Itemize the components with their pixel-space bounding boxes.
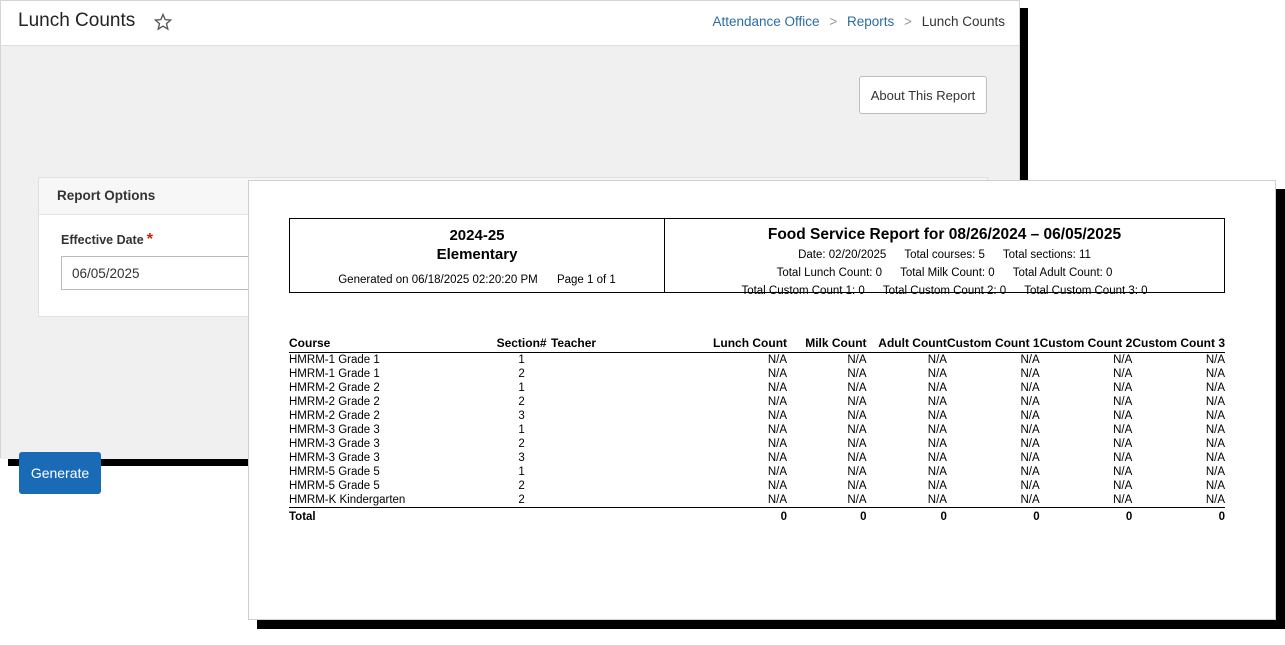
report-total-custom-3: Total Custom Count 3: 0 [1024, 285, 1148, 297]
cell-course: HMRM-3 Grade 3 [289, 452, 380, 464]
page-title: Lunch Counts [18, 10, 136, 31]
required-marker: * [146, 231, 153, 248]
cell-adult-count: N/A [927, 480, 947, 492]
report-header-left [289, 218, 665, 293]
cell-custom-count-1: N/A [1020, 354, 1040, 366]
cell-course: HMRM-5 Grade 5 [289, 466, 380, 478]
cell-course: HMRM-3 Grade 3 [289, 438, 380, 450]
cell-lunch-count: N/A [767, 382, 788, 394]
table-row [289, 367, 1225, 381]
cell-section: 1 [518, 382, 525, 394]
cell-custom-count-2: N/A [1113, 494, 1133, 506]
cell-milk-count: N/A [847, 494, 867, 506]
column-header-teacher: Teacher [551, 336, 706, 353]
table-row [289, 353, 1225, 368]
cell-custom-count-1: N/A [1020, 382, 1040, 394]
column-header-section: Section# [492, 336, 551, 353]
cell-course: HMRM-2 Grade 2 [289, 396, 380, 408]
cell-milk-count: N/A [847, 354, 867, 366]
cell-custom-count-2: N/A [1113, 396, 1133, 408]
table-row [289, 479, 1225, 493]
cell-section: 2 [518, 494, 525, 506]
report-total-sections: Total sections: 11 [1002, 249, 1091, 261]
report-total-custom-2: Total Custom Count 2: 0 [882, 285, 1007, 297]
cell-section: 2 [518, 368, 525, 380]
breadcrumb-separator: > [904, 14, 912, 29]
cell-custom-count-1: N/A [1020, 368, 1040, 380]
cell-total-label: Total [289, 508, 492, 525]
cell-milk-count: N/A [847, 396, 867, 408]
cell-custom-count-2: N/A [1113, 354, 1133, 366]
cell-teacher [551, 395, 706, 409]
cell-custom-count-1: N/A [1020, 466, 1040, 478]
cell-lunch-count: N/A [767, 438, 788, 450]
cell-teacher [551, 465, 706, 479]
cell-custom-count-2: N/A [1113, 368, 1133, 380]
table-body [289, 353, 1225, 525]
cell-total-lunch-count: 0 [706, 508, 787, 525]
column-header-milk-count: Milk Count [787, 336, 867, 353]
cell-lunch-count: N/A [767, 396, 788, 408]
cell-adult-count: N/A [927, 466, 947, 478]
cell-adult-count: N/A [927, 410, 947, 422]
cell-teacher [551, 381, 706, 395]
window-header [1, 1, 1019, 46]
cell-milk-count: N/A [847, 480, 867, 492]
table-header-row [289, 336, 1225, 353]
cell-custom-count-2: N/A [1113, 466, 1133, 478]
cell-section: 3 [518, 410, 525, 422]
cell-custom-count-1: N/A [1020, 396, 1040, 408]
cell-course: HMRM-2 Grade 2 [289, 382, 380, 394]
table-row [289, 437, 1225, 451]
cell-section: 2 [518, 480, 525, 492]
report-total-courses: Total courses: 5 [904, 249, 985, 261]
cell-custom-count-3: N/A [1205, 452, 1225, 464]
cell-teacher [551, 353, 706, 368]
cell-custom-count-1: N/A [1020, 480, 1040, 492]
report-header-right [665, 218, 1225, 297]
effective-date-field[interactable] [61, 256, 276, 290]
table-row [289, 395, 1225, 409]
report-generated-timestamp: Generated on 06/18/2025 02:20:20 PM [338, 274, 538, 286]
column-header-adult-count: Adult Count [867, 336, 947, 353]
table-row [289, 409, 1225, 423]
cell-custom-count-1: N/A [1020, 424, 1040, 436]
report-page-number: Page 1 of 1 [556, 274, 616, 286]
cell-adult-count: N/A [927, 494, 947, 506]
cell-section: 1 [518, 424, 525, 436]
favorite-star-icon[interactable] [153, 12, 173, 32]
table-row [289, 381, 1225, 395]
cell-lunch-count: N/A [767, 480, 788, 492]
column-header-custom-count-1: Custom Count 1 [947, 336, 1040, 353]
table-row [289, 451, 1225, 465]
report-date: Date: 02/20/2025 [798, 249, 887, 261]
cell-teacher [551, 409, 706, 423]
cell-course: HMRM-1 Grade 1 [289, 368, 380, 380]
effective-date-label: Effective Date [61, 233, 144, 247]
cell-section: 1 [518, 354, 525, 366]
cell-course: HMRM-1 Grade 1 [289, 354, 380, 366]
cell-lunch-count: N/A [767, 466, 788, 478]
report-school-name: Elementary [436, 246, 518, 263]
cell-teacher [551, 437, 706, 451]
breadcrumb-item-reports[interactable]: Reports [846, 14, 895, 29]
cell-milk-count: N/A [847, 368, 867, 380]
cell-custom-count-3: N/A [1205, 368, 1225, 380]
cell-custom-count-3: N/A [1205, 424, 1225, 436]
cell-custom-count-2: N/A [1113, 424, 1133, 436]
cell-total-adult-count: 0 [867, 508, 947, 525]
cell-teacher [551, 479, 706, 493]
cell-custom-count-3: N/A [1205, 382, 1225, 394]
cell-lunch-count: N/A [767, 354, 788, 366]
table-row [289, 465, 1225, 479]
report-total-lunch-count: Total Lunch Count: 0 [776, 267, 883, 279]
column-header-custom-count-2: Custom Count 2 [1040, 336, 1133, 353]
report-preview-window [248, 180, 1276, 620]
cell-custom-count-3: N/A [1205, 438, 1225, 450]
cell-course: HMRM-K Kindergarten [289, 494, 406, 506]
effective-date-input[interactable] [62, 257, 242, 289]
cell-custom-count-3: N/A [1205, 480, 1225, 492]
cell-adult-count: N/A [927, 382, 947, 394]
column-header-course: Course [289, 336, 492, 353]
cell-section: 3 [518, 452, 525, 464]
cell-custom-count-1: N/A [1020, 452, 1040, 464]
cell-lunch-count: N/A [767, 410, 788, 422]
breadcrumb-item-attendance-office[interactable]: Attendance Office [712, 14, 820, 29]
report-summary-line-3 [665, 284, 1224, 298]
cell-total-custom-count-1: 0 [947, 508, 1040, 525]
cell-teacher [551, 493, 706, 508]
report-header [289, 218, 1225, 297]
cell-section: 2 [518, 396, 525, 408]
column-header-custom-count-3: Custom Count 3 [1132, 336, 1225, 353]
cell-custom-count-3: N/A [1205, 396, 1225, 408]
cell-section: 2 [518, 438, 525, 450]
cell-total-milk-count: 0 [787, 508, 867, 525]
cell-total-custom-count-3: 0 [1132, 508, 1225, 525]
cell-lunch-count: N/A [767, 368, 788, 380]
cell-custom-count-1: N/A [1020, 410, 1040, 422]
report-summary-line-2 [665, 266, 1224, 280]
cell-milk-count: N/A [847, 382, 867, 394]
cell-adult-count: N/A [927, 424, 947, 436]
cell-adult-count: N/A [927, 396, 947, 408]
cell-teacher [551, 423, 706, 437]
cell-adult-count: N/A [927, 368, 947, 380]
cell-adult-count: N/A [927, 354, 947, 366]
table-header [289, 336, 1225, 353]
cell-custom-count-3: N/A [1205, 494, 1225, 506]
report-total-milk-count: Total Milk Count: 0 [900, 267, 995, 279]
cell-custom-count-3: N/A [1205, 410, 1225, 422]
cell-lunch-count: N/A [767, 424, 788, 436]
cell-course: HMRM-3 Grade 3 [289, 424, 380, 436]
report-title: Food Service Report for 08/26/2024 – 06/05/2025 [767, 226, 1122, 243]
cell-custom-count-2: N/A [1113, 410, 1133, 422]
cell-custom-count-2: N/A [1113, 438, 1133, 450]
cell-custom-count-2: N/A [1113, 452, 1133, 464]
cell-custom-count-2: N/A [1113, 480, 1133, 492]
column-header-lunch-count: Lunch Count [706, 336, 787, 353]
cell-custom-count-1: N/A [1020, 494, 1040, 506]
cell-milk-count: N/A [847, 438, 867, 450]
table-row [289, 423, 1225, 437]
about-this-report-button[interactable]: About This Report [859, 76, 987, 114]
cell-milk-count: N/A [847, 452, 867, 464]
cell-milk-count: N/A [847, 466, 867, 478]
report-school-year: 2024-25 [449, 227, 505, 244]
report-options-header: Report Options [39, 178, 987, 215]
table-total-row [289, 508, 1225, 525]
cell-section: 1 [518, 466, 525, 478]
report-total-custom-1: Total Custom Count 1: 0 [741, 285, 865, 297]
cell-course: HMRM-5 Grade 5 [289, 480, 380, 492]
cell-total-custom-count-2: 0 [1040, 508, 1133, 525]
cell-adult-count: N/A [927, 452, 947, 464]
cell-custom-count-3: N/A [1205, 354, 1225, 366]
report-summary-line-1 [665, 248, 1224, 262]
cell-custom-count-1: N/A [1020, 438, 1040, 450]
report-total-adult-count: Total Adult Count: 0 [1012, 267, 1113, 279]
cell-adult-count: N/A [927, 438, 947, 450]
cell-course: HMRM-2 Grade 2 [289, 410, 380, 422]
report-generated-line [290, 274, 664, 286]
cell-lunch-count: N/A [767, 452, 788, 464]
cell-custom-count-2: N/A [1113, 382, 1133, 394]
table-row [289, 493, 1225, 508]
cell-total-teacher [551, 508, 706, 525]
breadcrumb-separator: > [829, 14, 838, 29]
cell-total-section [492, 508, 551, 525]
generate-button[interactable]: Generate [19, 452, 101, 494]
breadcrumb [712, 14, 1005, 29]
lunch-counts-table [289, 336, 1225, 524]
cell-teacher [551, 367, 706, 381]
breadcrumb-current: Lunch Counts [921, 14, 1005, 29]
cell-lunch-count: N/A [767, 494, 788, 506]
cell-milk-count: N/A [847, 424, 867, 436]
cell-custom-count-3: N/A [1205, 466, 1225, 478]
cell-milk-count: N/A [847, 410, 867, 422]
cell-teacher [551, 451, 706, 465]
